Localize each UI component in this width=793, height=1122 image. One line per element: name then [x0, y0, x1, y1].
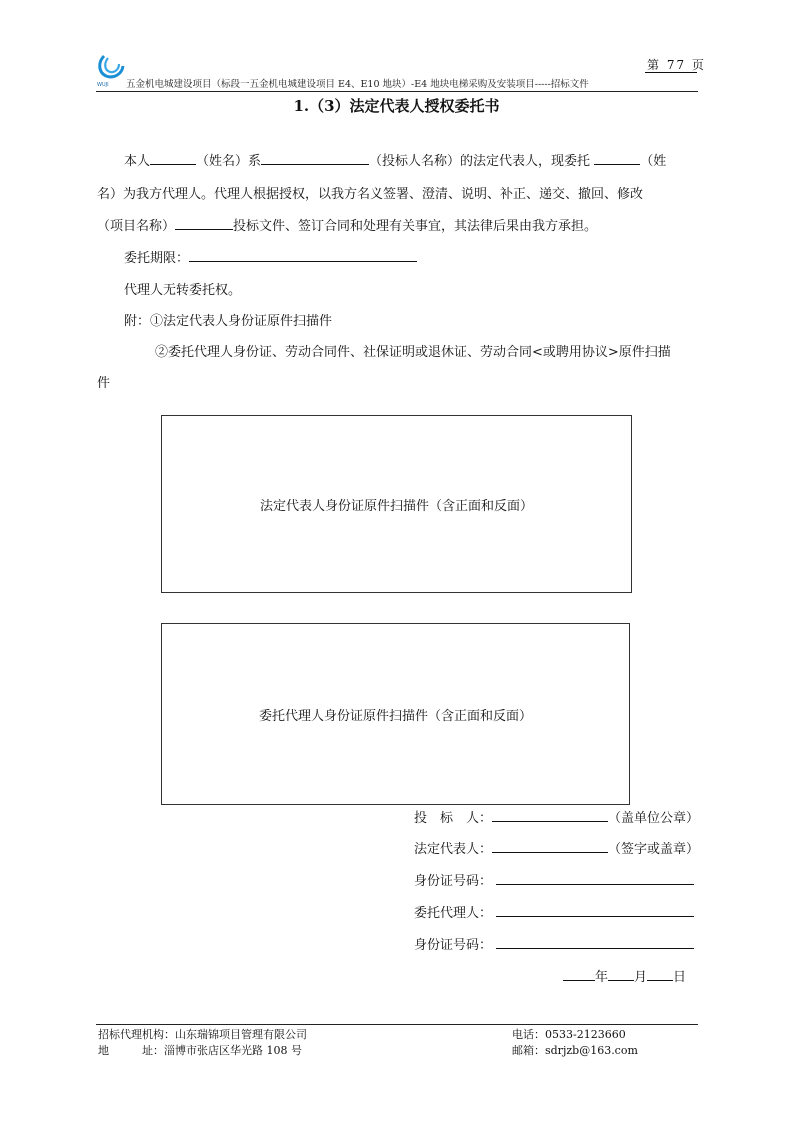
- bidder-signature-row: [414, 807, 699, 826]
- attachment-1: 附：①法定代表人身份证原件扫描件: [124, 314, 333, 329]
- agent-name-blank-field[interactable]: [594, 150, 640, 165]
- id-number-label-1: 身份证号码：: [414, 874, 493, 889]
- agent-id-scan-box: [161, 623, 630, 805]
- term-label: 委托期限：: [124, 251, 190, 266]
- bidder-blank-field[interactable]: [492, 808, 608, 822]
- month-blank-field[interactable]: [608, 967, 634, 981]
- text-consequence: 投标文件、签订合同和处理有关事宜，其法律后果由我方承担。: [233, 219, 598, 234]
- agent-id-row: [414, 934, 694, 953]
- legal-rep-note: （签字或盖章）: [608, 842, 700, 857]
- day-label: 日: [673, 970, 687, 985]
- footer-phone: [512, 1026, 626, 1042]
- legal-rep-id-row: [414, 870, 694, 889]
- bidder-name-blank-field[interactable]: [261, 150, 369, 165]
- attachment-2-line-2: 件: [97, 376, 111, 391]
- text-bidder-rep: （投标人名称）的法定代表人，现委托: [369, 154, 591, 169]
- agent-id-blank-field[interactable]: [496, 935, 694, 949]
- bidder-label: 投 标 人：: [414, 811, 493, 826]
- day-blank-field[interactable]: [647, 967, 673, 981]
- wave-logo-icon: [96, 52, 126, 88]
- header-divider: [96, 91, 698, 92]
- agent-label: 委托代理人：: [414, 906, 493, 921]
- legal-rep-id-blank-field[interactable]: [496, 871, 694, 885]
- legal-rep-id-scan-label: 法定代表人身份证原件扫描件（含正面和反面）: [259, 498, 533, 514]
- page-number-underline: [645, 72, 697, 73]
- text-self: 本人: [124, 154, 151, 169]
- agent-row: [414, 902, 694, 921]
- legal-rep-signature-row: [414, 838, 699, 857]
- text-project-name: （项目名称）: [97, 219, 176, 234]
- page-title: 1.（3）法定代表人授权委托书: [293, 97, 500, 115]
- legal-rep-id-scan-box: [161, 415, 632, 593]
- phone-label: 电话：: [512, 1028, 545, 1041]
- legal-rep-blank-field[interactable]: [492, 839, 608, 853]
- term-blank-field[interactable]: [189, 247, 417, 262]
- year-blank-field[interactable]: [563, 967, 595, 981]
- text-name-is: （姓名）系: [196, 154, 262, 169]
- agency-label: 招标代理机构：: [98, 1028, 175, 1041]
- term-row: [124, 247, 417, 266]
- name-blank-field[interactable]: [150, 150, 196, 165]
- no-transfer-text: 代理人无转委托权。: [124, 283, 242, 298]
- company-logo: [96, 52, 126, 88]
- year-label: 年: [595, 970, 609, 985]
- paragraph-line-1: [124, 150, 666, 169]
- paragraph-line-2: 名）为我方代理人。代理人根据授权，以我方名义签署、澄清、说明、补正、递交、撤回、修改: [97, 187, 644, 202]
- footer-email: [512, 1042, 638, 1058]
- email-label: 邮箱：: [512, 1044, 545, 1057]
- month-label: 月: [634, 970, 648, 985]
- address-value: 淄博市张店区华光路 108 号: [164, 1044, 302, 1057]
- legal-rep-label: 法定代表人：: [414, 842, 493, 857]
- footer-address: [98, 1042, 302, 1058]
- attachment-2-line-1: ②委托代理人身份证、劳动合同件、社保证明或退休证、劳动合同<或聘用协议>原件扫描: [155, 345, 671, 360]
- date-row: [563, 966, 686, 985]
- phone-value: 0533-2123660: [545, 1028, 626, 1041]
- email-value[interactable]: sdrjzb@163.com: [545, 1044, 638, 1057]
- address-label: 地 址：: [98, 1044, 164, 1057]
- paragraph-line-3: [97, 215, 597, 234]
- footer-divider: [96, 1024, 698, 1025]
- bidder-note: （盖单位公章）: [608, 811, 700, 826]
- project-name-blank-field[interactable]: [175, 215, 233, 230]
- agent-id-scan-label: 委托代理人身份证原件扫描件（含正面和反面）: [258, 708, 532, 724]
- agency-value: 山东瑞锦项目管理有限公司: [175, 1028, 307, 1041]
- id-number-label-2: 身份证号码：: [414, 938, 493, 953]
- footer-agency: [98, 1026, 307, 1042]
- logo-small-text: WUJI: [97, 82, 109, 88]
- page-number: 第 77 页: [647, 58, 706, 72]
- text-name-open: （姓: [640, 154, 667, 169]
- document-header-title: 五金机电城建设项目（标段一五金机电城建设项目 E4、E10 地块）-E4 地块电梯采购及安装项目-----招标文件: [126, 79, 589, 90]
- agent-blank-field[interactable]: [496, 903, 694, 917]
